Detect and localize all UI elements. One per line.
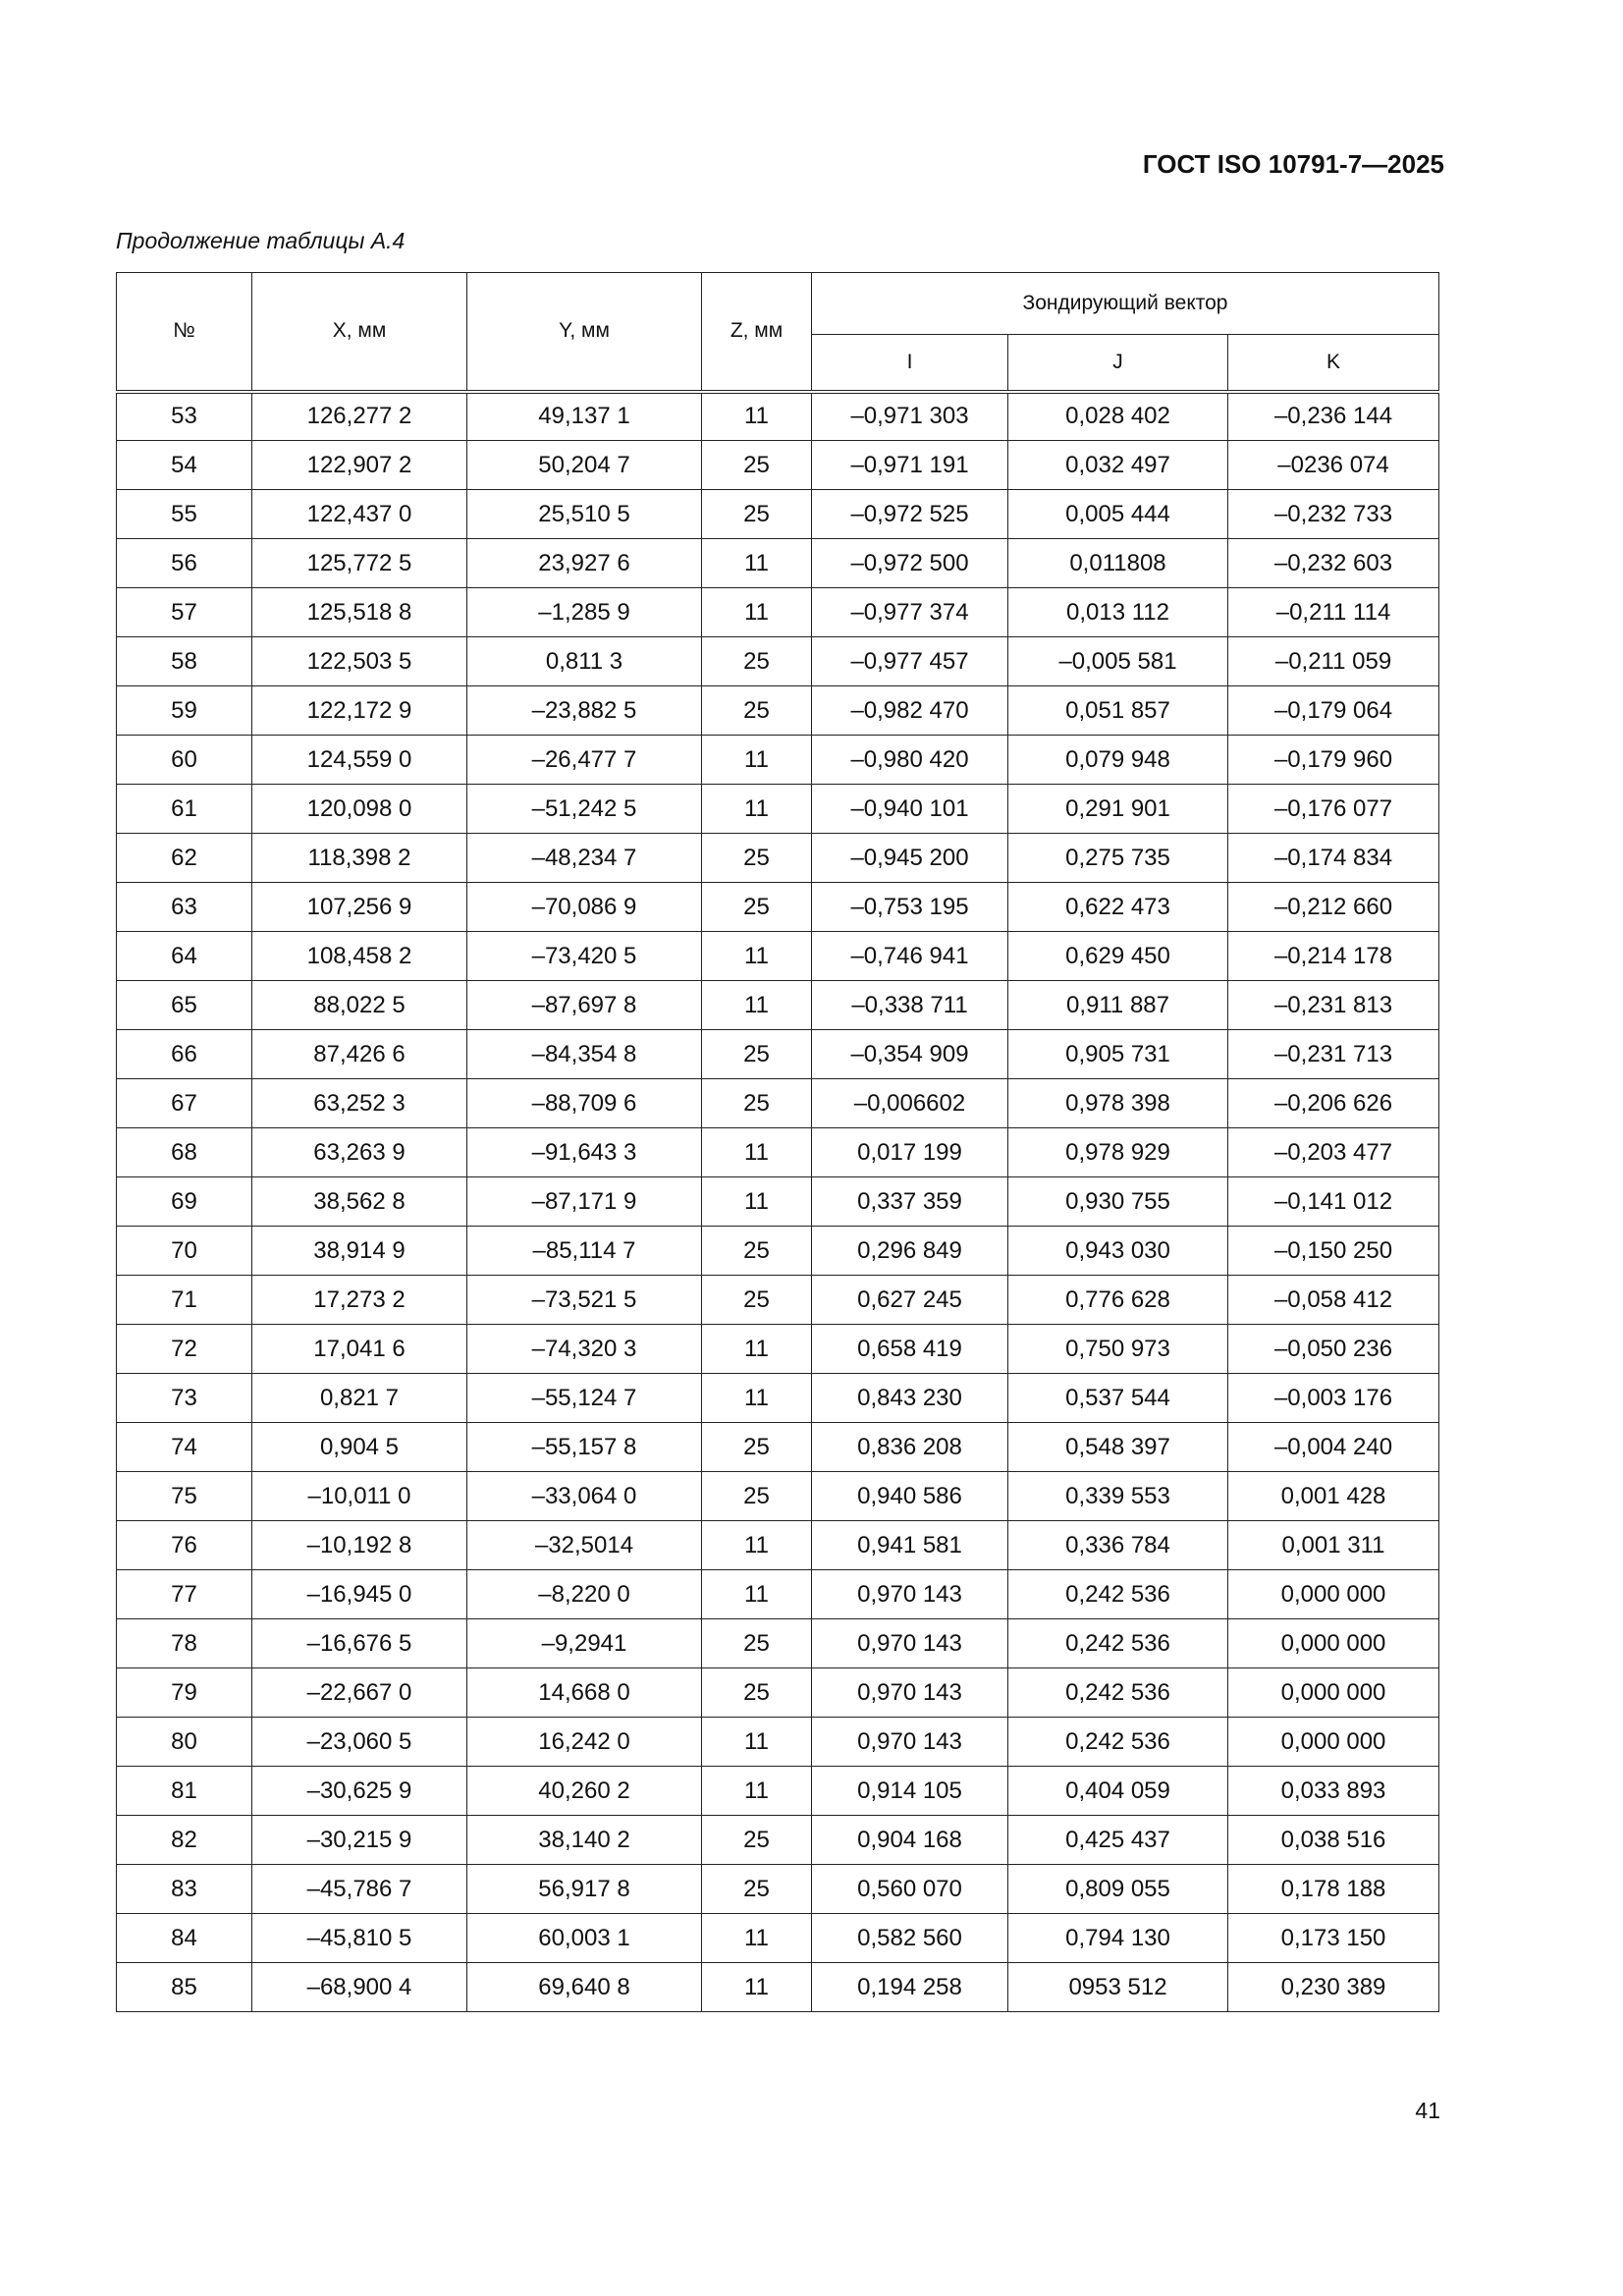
table-row	[117, 686, 1439, 736]
cell-x: 38,914 9	[252, 1227, 467, 1276]
cell-k: –0,211 114	[1228, 588, 1439, 637]
cell-z: 11	[702, 736, 812, 785]
table-row	[117, 1668, 1439, 1718]
cell-y: –73,420 5	[467, 932, 702, 981]
cell-k: 0,038 516	[1228, 1816, 1439, 1865]
table-row	[117, 1619, 1439, 1668]
cell-y: 50,204 7	[467, 441, 702, 490]
cell-y: –84,354 8	[467, 1030, 702, 1079]
cell-j: 0,336 784	[1008, 1521, 1228, 1570]
cell-i: –0,006602	[812, 1079, 1008, 1128]
cell-no: 72	[117, 1325, 252, 1374]
cell-x: 125,772 5	[252, 539, 467, 588]
table-row	[117, 1030, 1439, 1079]
cell-j: 0,242 536	[1008, 1718, 1228, 1767]
cell-i: –0,945 200	[812, 834, 1008, 883]
cell-k: –0,004 240	[1228, 1423, 1439, 1472]
cell-y: 60,003 1	[467, 1914, 702, 1963]
cell-i: –0,980 420	[812, 736, 1008, 785]
cell-i: –0,982 470	[812, 686, 1008, 736]
cell-j: 0,622 473	[1008, 883, 1228, 932]
cell-j: 0,013 112	[1008, 588, 1228, 637]
cell-no: 69	[117, 1177, 252, 1227]
cell-x: –45,786 7	[252, 1865, 467, 1914]
table-row	[117, 1079, 1439, 1128]
cell-z: 11	[702, 932, 812, 981]
cell-j: 0,930 755	[1008, 1177, 1228, 1227]
table-row	[117, 1276, 1439, 1325]
cell-j: 0953 512	[1008, 1963, 1228, 2012]
table-row	[117, 539, 1439, 588]
table-row	[117, 1227, 1439, 1276]
cell-x: 17,273 2	[252, 1276, 467, 1325]
cell-z: 11	[702, 785, 812, 834]
cell-x: 17,041 6	[252, 1325, 467, 1374]
cell-z: 25	[702, 1423, 812, 1472]
cell-j: 0,051 857	[1008, 686, 1228, 736]
cell-k: 0,001 428	[1228, 1472, 1439, 1521]
cell-i: 0,017 199	[812, 1128, 1008, 1177]
cell-i: 0,970 143	[812, 1718, 1008, 1767]
cell-y: –51,242 5	[467, 785, 702, 834]
cell-no: 68	[117, 1128, 252, 1177]
cell-z: 25	[702, 1030, 812, 1079]
cell-no: 60	[117, 736, 252, 785]
cell-z: 11	[702, 1914, 812, 1963]
cell-j: 0,404 059	[1008, 1767, 1228, 1816]
cell-z: 25	[702, 490, 812, 539]
cell-z: 25	[702, 1227, 812, 1276]
cell-k: –0,174 834	[1228, 834, 1439, 883]
cell-z: 25	[702, 686, 812, 736]
cell-x: –45,810 5	[252, 1914, 467, 1963]
cell-y: –48,234 7	[467, 834, 702, 883]
cell-y: –1,285 9	[467, 588, 702, 637]
cell-k: –0,206 626	[1228, 1079, 1439, 1128]
cell-no: 78	[117, 1619, 252, 1668]
cell-y: –73,521 5	[467, 1276, 702, 1325]
col-header-i: I	[812, 335, 1008, 392]
cell-i: 0,658 419	[812, 1325, 1008, 1374]
cell-i: 0,560 070	[812, 1865, 1008, 1914]
cell-i: 0,296 849	[812, 1227, 1008, 1276]
cell-i: 0,970 143	[812, 1668, 1008, 1718]
cell-j: 0,943 030	[1008, 1227, 1228, 1276]
cell-j: 0,809 055	[1008, 1865, 1228, 1914]
cell-j: 0,776 628	[1008, 1276, 1228, 1325]
cell-j: 0,291 901	[1008, 785, 1228, 834]
cell-no: 80	[117, 1718, 252, 1767]
cell-j: 0,629 450	[1008, 932, 1228, 981]
cell-no: 58	[117, 637, 252, 686]
cell-k: –0,179 960	[1228, 736, 1439, 785]
cell-y: –26,477 7	[467, 736, 702, 785]
cell-y: –55,124 7	[467, 1374, 702, 1423]
cell-z: 11	[702, 1767, 812, 1816]
cell-z: 25	[702, 883, 812, 932]
cell-y: –87,171 9	[467, 1177, 702, 1227]
cell-z: 11	[702, 981, 812, 1030]
cell-i: 0,843 230	[812, 1374, 1008, 1423]
col-header-j: J	[1008, 335, 1228, 392]
cell-k: 0,000 000	[1228, 1718, 1439, 1767]
table-row	[117, 1570, 1439, 1619]
table-row	[117, 588, 1439, 637]
cell-x: 108,458 2	[252, 932, 467, 981]
cell-y: –88,709 6	[467, 1079, 702, 1128]
cell-x: 0,821 7	[252, 1374, 467, 1423]
cell-k: –0236 074	[1228, 441, 1439, 490]
cell-x: –16,945 0	[252, 1570, 467, 1619]
cell-k: –0,141 012	[1228, 1177, 1439, 1227]
cell-j: 0,548 397	[1008, 1423, 1228, 1472]
table-row	[117, 1374, 1439, 1423]
page-number: 41	[1415, 2098, 1440, 2123]
cell-j: 0,978 929	[1008, 1128, 1228, 1177]
cell-k: –0,212 660	[1228, 883, 1439, 932]
cell-y: –87,697 8	[467, 981, 702, 1030]
col-header-y: Y, мм	[467, 273, 702, 392]
cell-z: 25	[702, 1865, 812, 1914]
cell-x: 122,503 5	[252, 637, 467, 686]
table-row	[117, 1718, 1439, 1767]
cell-x: –10,011 0	[252, 1472, 467, 1521]
cell-k: 0,178 188	[1228, 1865, 1439, 1914]
cell-k: 0,001 311	[1228, 1521, 1439, 1570]
cell-i: –0,971 191	[812, 441, 1008, 490]
cell-k: –0,232 603	[1228, 539, 1439, 588]
table-row	[117, 490, 1439, 539]
cell-j: 0,978 398	[1008, 1079, 1228, 1128]
cell-no: 70	[117, 1227, 252, 1276]
cell-x: –22,667 0	[252, 1668, 467, 1718]
cell-k: 0,033 893	[1228, 1767, 1439, 1816]
table-row	[117, 637, 1439, 686]
cell-k: –0,179 064	[1228, 686, 1439, 736]
cell-y: 25,510 5	[467, 490, 702, 539]
cell-y: –85,114 7	[467, 1227, 702, 1276]
cell-z: 11	[702, 588, 812, 637]
cell-k: –0,150 250	[1228, 1227, 1439, 1276]
col-header-k: K	[1228, 335, 1439, 392]
cell-j: 0,537 544	[1008, 1374, 1228, 1423]
cell-i: –0,753 195	[812, 883, 1008, 932]
table-row	[117, 932, 1439, 981]
cell-k: –0,050 236	[1228, 1325, 1439, 1374]
cell-i: 0,970 143	[812, 1619, 1008, 1668]
cell-z: 11	[702, 1718, 812, 1767]
cell-z: 11	[702, 1521, 812, 1570]
cell-j: 0,242 536	[1008, 1619, 1228, 1668]
cell-k: –0,176 077	[1228, 785, 1439, 834]
cell-no: 62	[117, 834, 252, 883]
cell-y: –55,157 8	[467, 1423, 702, 1472]
cell-j: 0,242 536	[1008, 1668, 1228, 1718]
cell-i: –0,338 711	[812, 981, 1008, 1030]
cell-y: –74,320 3	[467, 1325, 702, 1374]
cell-i: –0,940 101	[812, 785, 1008, 834]
cell-x: 125,518 8	[252, 588, 467, 637]
cell-x: 126,277 2	[252, 392, 467, 441]
cell-j: 0,275 735	[1008, 834, 1228, 883]
table-row	[117, 1767, 1439, 1816]
cell-x: –30,215 9	[252, 1816, 467, 1865]
cell-k: –0,232 733	[1228, 490, 1439, 539]
cell-y: –8,220 0	[467, 1570, 702, 1619]
cell-x: 107,256 9	[252, 883, 467, 932]
cell-no: 82	[117, 1816, 252, 1865]
cell-j: 0,242 536	[1008, 1570, 1228, 1619]
col-header-no: №	[117, 273, 252, 392]
cell-no: 57	[117, 588, 252, 637]
table-row	[117, 441, 1439, 490]
cell-y: 0,811 3	[467, 637, 702, 686]
cell-k: 0,000 000	[1228, 1619, 1439, 1668]
cell-x: –23,060 5	[252, 1718, 467, 1767]
cell-j: 0,028 402	[1008, 392, 1228, 441]
cell-x: 122,172 9	[252, 686, 467, 736]
cell-y: 40,260 2	[467, 1767, 702, 1816]
cell-j: 0,079 948	[1008, 736, 1228, 785]
cell-no: 73	[117, 1374, 252, 1423]
cell-no: 66	[117, 1030, 252, 1079]
cell-i: –0,977 374	[812, 588, 1008, 637]
col-header-x: X, мм	[252, 273, 467, 392]
cell-z: 25	[702, 441, 812, 490]
cell-z: 25	[702, 1276, 812, 1325]
cell-x: 122,437 0	[252, 490, 467, 539]
cell-i: 0,904 168	[812, 1816, 1008, 1865]
table-caption: Продолжение таблицы А.4	[116, 228, 406, 253]
table-row	[117, 1177, 1439, 1227]
cell-k: –0,003 176	[1228, 1374, 1439, 1423]
cell-k: 0,000 000	[1228, 1570, 1439, 1619]
cell-i: –0,972 500	[812, 539, 1008, 588]
cell-x: –30,625 9	[252, 1767, 467, 1816]
cell-x: 0,904 5	[252, 1423, 467, 1472]
cell-no: 53	[117, 392, 252, 441]
cell-z: 25	[702, 1472, 812, 1521]
cell-j: 0,750 973	[1008, 1325, 1228, 1374]
cell-y: 23,927 6	[467, 539, 702, 588]
table-row	[117, 883, 1439, 932]
cell-i: 0,582 560	[812, 1914, 1008, 1963]
cell-x: 63,263 9	[252, 1128, 467, 1177]
cell-x: 87,426 6	[252, 1030, 467, 1079]
table-row	[117, 1914, 1439, 1963]
cell-z: 25	[702, 1668, 812, 1718]
cell-j: 0,339 553	[1008, 1472, 1228, 1521]
cell-j: 0,794 130	[1008, 1914, 1228, 1963]
cell-no: 75	[117, 1472, 252, 1521]
cell-i: 0,627 245	[812, 1276, 1008, 1325]
cell-k: 0,000 000	[1228, 1668, 1439, 1718]
cell-x: 88,022 5	[252, 981, 467, 1030]
cell-z: 11	[702, 392, 812, 441]
cell-no: 79	[117, 1668, 252, 1718]
cell-x: 38,562 8	[252, 1177, 467, 1227]
table-body	[117, 392, 1439, 2012]
document-designation: ГОСТ ISO 10791-7—2025	[1142, 149, 1444, 179]
table-row	[117, 834, 1439, 883]
cell-z: 25	[702, 834, 812, 883]
cell-j: 0,005 444	[1008, 490, 1228, 539]
table-row	[117, 392, 1439, 441]
cell-z: 25	[702, 637, 812, 686]
cell-y: 38,140 2	[467, 1816, 702, 1865]
probe-points-table	[116, 272, 1439, 2012]
cell-no: 56	[117, 539, 252, 588]
cell-j: –0,005 581	[1008, 637, 1228, 686]
cell-z: 25	[702, 1619, 812, 1668]
cell-x: –68,900 4	[252, 1963, 467, 2012]
cell-k: –0,203 477	[1228, 1128, 1439, 1177]
cell-i: –0,354 909	[812, 1030, 1008, 1079]
table-row	[117, 1128, 1439, 1177]
cell-no: 71	[117, 1276, 252, 1325]
cell-k: –0,231 813	[1228, 981, 1439, 1030]
cell-i: –0,977 457	[812, 637, 1008, 686]
cell-k: 0,173 150	[1228, 1914, 1439, 1963]
cell-i: 0,337 359	[812, 1177, 1008, 1227]
cell-k: –0,058 412	[1228, 1276, 1439, 1325]
cell-y: –23,882 5	[467, 686, 702, 736]
cell-no: 77	[117, 1570, 252, 1619]
table-row	[117, 1816, 1439, 1865]
cell-no: 74	[117, 1423, 252, 1472]
col-header-probe-vector: Зондирующий вектор	[812, 273, 1439, 335]
cell-j: 0,425 437	[1008, 1816, 1228, 1865]
cell-no: 55	[117, 490, 252, 539]
cell-z: 11	[702, 539, 812, 588]
cell-i: 0,836 208	[812, 1423, 1008, 1472]
table-row	[117, 1521, 1439, 1570]
cell-z: 11	[702, 1570, 812, 1619]
cell-j: 0,032 497	[1008, 441, 1228, 490]
cell-x: 122,907 2	[252, 441, 467, 490]
cell-no: 81	[117, 1767, 252, 1816]
cell-i: 0,970 143	[812, 1570, 1008, 1619]
cell-i: –0,972 525	[812, 490, 1008, 539]
cell-no: 83	[117, 1865, 252, 1914]
cell-z: 11	[702, 1963, 812, 2012]
cell-y: –9,2941	[467, 1619, 702, 1668]
table-row	[117, 1423, 1439, 1472]
cell-y: 16,242 0	[467, 1718, 702, 1767]
cell-k: 0,230 389	[1228, 1963, 1439, 2012]
table-row	[117, 1472, 1439, 1521]
cell-z: 11	[702, 1374, 812, 1423]
cell-z: 11	[702, 1325, 812, 1374]
cell-no: 59	[117, 686, 252, 736]
cell-z: 11	[702, 1177, 812, 1227]
table-row	[117, 981, 1439, 1030]
cell-j: 0,011808	[1008, 539, 1228, 588]
cell-y: 14,668 0	[467, 1668, 702, 1718]
cell-no: 65	[117, 981, 252, 1030]
table-row	[117, 1865, 1439, 1914]
cell-z: 25	[702, 1079, 812, 1128]
cell-k: –0,236 144	[1228, 392, 1439, 441]
cell-no: 85	[117, 1963, 252, 2012]
cell-i: 0,940 586	[812, 1472, 1008, 1521]
cell-i: 0,941 581	[812, 1521, 1008, 1570]
cell-no: 61	[117, 785, 252, 834]
cell-no: 63	[117, 883, 252, 932]
cell-j: 0,911 887	[1008, 981, 1228, 1030]
cell-no: 67	[117, 1079, 252, 1128]
cell-x: 120,098 0	[252, 785, 467, 834]
cell-y: –70,086 9	[467, 883, 702, 932]
cell-x: –16,676 5	[252, 1619, 467, 1668]
cell-i: 0,914 105	[812, 1767, 1008, 1816]
cell-no: 64	[117, 932, 252, 981]
table-row	[117, 1325, 1439, 1374]
table-row	[117, 785, 1439, 834]
cell-y: –91,643 3	[467, 1128, 702, 1177]
cell-y: 69,640 8	[467, 1963, 702, 2012]
cell-i: –0,746 941	[812, 932, 1008, 981]
cell-x: –10,192 8	[252, 1521, 467, 1570]
cell-i: –0,971 303	[812, 392, 1008, 441]
cell-no: 54	[117, 441, 252, 490]
cell-y: –33,064 0	[467, 1472, 702, 1521]
table-row	[117, 736, 1439, 785]
cell-k: –0,214 178	[1228, 932, 1439, 981]
cell-i: 0,194 258	[812, 1963, 1008, 2012]
col-header-z: Z, мм	[702, 273, 812, 392]
cell-j: 0,905 731	[1008, 1030, 1228, 1079]
table-row	[117, 1963, 1439, 2012]
cell-y: 49,137 1	[467, 392, 702, 441]
cell-k: –0,211 059	[1228, 637, 1439, 686]
cell-x: 63,252 3	[252, 1079, 467, 1128]
cell-z: 25	[702, 1816, 812, 1865]
cell-x: 118,398 2	[252, 834, 467, 883]
cell-no: 76	[117, 1521, 252, 1570]
cell-x: 124,559 0	[252, 736, 467, 785]
cell-y: –32,5014	[467, 1521, 702, 1570]
cell-y: 56,917 8	[467, 1865, 702, 1914]
cell-z: 11	[702, 1128, 812, 1177]
cell-k: –0,231 713	[1228, 1030, 1439, 1079]
cell-no: 84	[117, 1914, 252, 1963]
